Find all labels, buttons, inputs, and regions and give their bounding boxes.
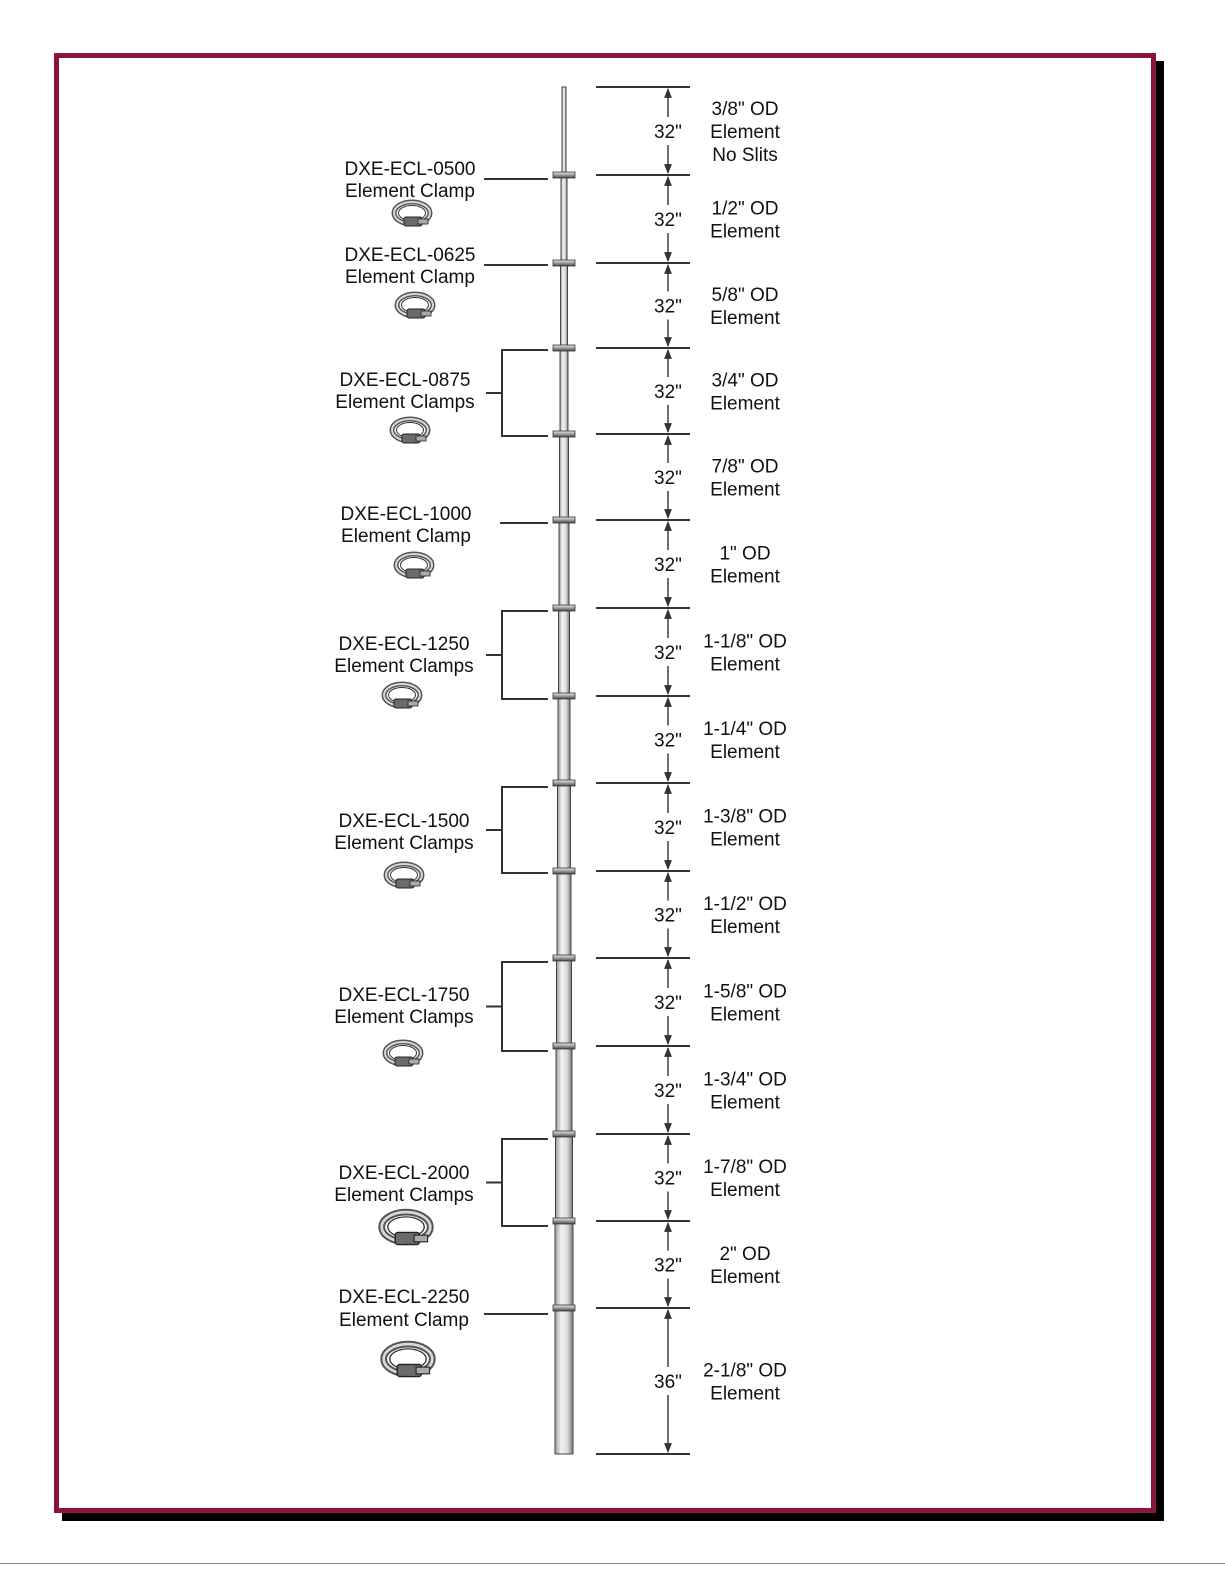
segment-length-label: 32" xyxy=(654,1081,682,1102)
hose-clamp-icon xyxy=(382,1212,431,1244)
segment-description-line: 1/2" OD xyxy=(711,198,779,220)
tube-segment xyxy=(557,871,571,958)
tube-segment xyxy=(558,783,571,871)
tube-segment xyxy=(557,958,572,1046)
tube-segment xyxy=(562,87,566,175)
clamp-description: Element Clamp xyxy=(339,1310,469,1331)
joint-band xyxy=(553,693,575,699)
clamp-part-number: DXE-ECL-0875 xyxy=(339,370,471,391)
segment-length-label: 32" xyxy=(654,643,682,664)
clamp-part-number: DXE-ECL-1000 xyxy=(340,504,472,525)
segment-length-label: 32" xyxy=(654,555,682,576)
clamp-bracket xyxy=(502,962,548,1051)
segment-description-line: Element xyxy=(710,742,780,763)
segment-description-line: 1-3/8" OD xyxy=(703,806,787,828)
segment-description-line: Element xyxy=(710,829,780,851)
tube-segment xyxy=(561,263,568,348)
hose-clamp-icon xyxy=(394,202,430,226)
hose-clamp-icon xyxy=(385,1042,421,1066)
joint-band xyxy=(553,1043,575,1049)
segment-description-line: Element xyxy=(710,1180,780,1201)
segment-description-line: 3/4" OD xyxy=(711,370,779,392)
clamp-bracket xyxy=(502,350,548,436)
joint-band xyxy=(553,345,575,351)
segment-description-line: 1" OD xyxy=(719,543,771,565)
clamp-part-number: DXE-ECL-0625 xyxy=(344,245,476,266)
clamp-part-number: DXE-ECL-2000 xyxy=(338,1163,470,1184)
tube-segment xyxy=(555,1308,573,1454)
segment-description-line: Element xyxy=(710,1004,780,1026)
clamp-part-number: DXE-ECL-2250 xyxy=(338,1287,470,1308)
clamp-part-number: DXE-ECL-1250 xyxy=(338,634,470,655)
joint-band xyxy=(553,868,575,874)
segment-description-line: Element xyxy=(710,1092,780,1114)
tube-segment xyxy=(556,1046,572,1134)
joint-band xyxy=(553,780,575,786)
hose-clamp-icon xyxy=(392,419,428,443)
segment-description-line: Element xyxy=(710,566,780,588)
hose-clamp-icon xyxy=(384,684,420,708)
clamp-description: Element Clamp xyxy=(345,267,475,288)
segment-description-line: 2" OD xyxy=(719,1244,771,1265)
segment-length-label: 32" xyxy=(654,730,682,752)
segment-description-line: Element xyxy=(710,1267,780,1288)
clamp-part-number: DXE-ECL-1750 xyxy=(338,985,470,1006)
segment-description-line: Element xyxy=(710,479,780,501)
clamp-bracket xyxy=(502,1139,548,1226)
segment-description-line: No Slits xyxy=(712,145,778,166)
segment-length-label: 32" xyxy=(654,905,682,927)
clamp-bracket xyxy=(502,787,548,873)
segment-description-line: 2-1/8" OD xyxy=(703,1360,787,1382)
hose-clamp-icon xyxy=(396,554,432,578)
joint-band xyxy=(553,260,575,266)
segment-description-line: 1-1/4" OD xyxy=(703,719,787,740)
clamp-description: Element Clamp xyxy=(345,181,475,202)
clamp-description: Element Clamps xyxy=(334,1185,474,1206)
segment-length-label: 32" xyxy=(654,122,682,143)
clamp-description: Element Clamps xyxy=(334,656,474,677)
hose-clamp-icon xyxy=(397,294,433,318)
tube-segment xyxy=(559,520,569,608)
segment-description-line: 5/8" OD xyxy=(711,285,779,306)
joint-band xyxy=(553,1131,575,1137)
clamp-part-number: DXE-ECL-0500 xyxy=(344,159,476,180)
clamp-description: Element Clamps xyxy=(334,1007,474,1028)
segment-length-label: 32" xyxy=(654,818,682,839)
clamp-bracket xyxy=(502,611,548,699)
segment-description-line: Element xyxy=(710,122,780,143)
segment-description-line: Element xyxy=(710,393,780,415)
segment-description-line: 3/8" OD xyxy=(711,99,779,120)
hose-clamp-icon xyxy=(386,864,422,888)
hose-clamp-icon xyxy=(384,1344,433,1376)
segment-length-label: 32" xyxy=(654,993,682,1014)
tube-segment xyxy=(559,608,570,696)
joint-band xyxy=(553,172,575,178)
segment-length-label: 32" xyxy=(654,210,682,231)
segment-length-label: 32" xyxy=(654,382,682,403)
segment-description-line: 1-5/8" OD xyxy=(703,981,787,1003)
joint-band xyxy=(553,1218,575,1224)
joint-band xyxy=(553,517,575,523)
clamp-description: Element Clamp xyxy=(341,526,471,547)
clamp-description: Element Clamps xyxy=(335,392,475,413)
clamp-description: Element Clamps xyxy=(334,833,474,854)
tube-segment xyxy=(556,1134,573,1221)
segment-length-label: 32" xyxy=(654,1255,682,1277)
segment-description-line: 1-3/4" OD xyxy=(703,1069,787,1091)
page-bottom-rule xyxy=(0,1563,1225,1564)
tube-segment xyxy=(558,696,570,783)
segment-description-line: 1-1/8" OD xyxy=(703,631,787,653)
segment-description-line: Element xyxy=(710,654,780,676)
segment-description-line: Element xyxy=(710,1383,780,1405)
segment-length-label: 32" xyxy=(654,1168,682,1190)
segment-length-label: 36" xyxy=(654,1372,682,1393)
segment-description-line: 1-1/2" OD xyxy=(703,894,787,915)
segment-description-line: Element xyxy=(710,917,780,938)
segment-length-label: 32" xyxy=(654,296,682,318)
segment-description-line: Element xyxy=(710,221,780,243)
tube-segment xyxy=(555,1221,573,1308)
segment-description-line: 7/8" OD xyxy=(711,456,779,478)
joint-band xyxy=(553,605,575,611)
clamp-part-number: DXE-ECL-1500 xyxy=(338,811,470,832)
tube-segment xyxy=(561,175,567,263)
tube-segment xyxy=(560,348,568,434)
segment-description-line: 1-7/8" OD xyxy=(703,1157,787,1178)
segment-length-label: 32" xyxy=(654,468,682,489)
tube-segment xyxy=(560,434,569,520)
joint-band xyxy=(553,431,575,437)
joint-band xyxy=(553,955,575,961)
segment-description-line: Element xyxy=(710,308,780,329)
joint-band xyxy=(553,1305,575,1311)
